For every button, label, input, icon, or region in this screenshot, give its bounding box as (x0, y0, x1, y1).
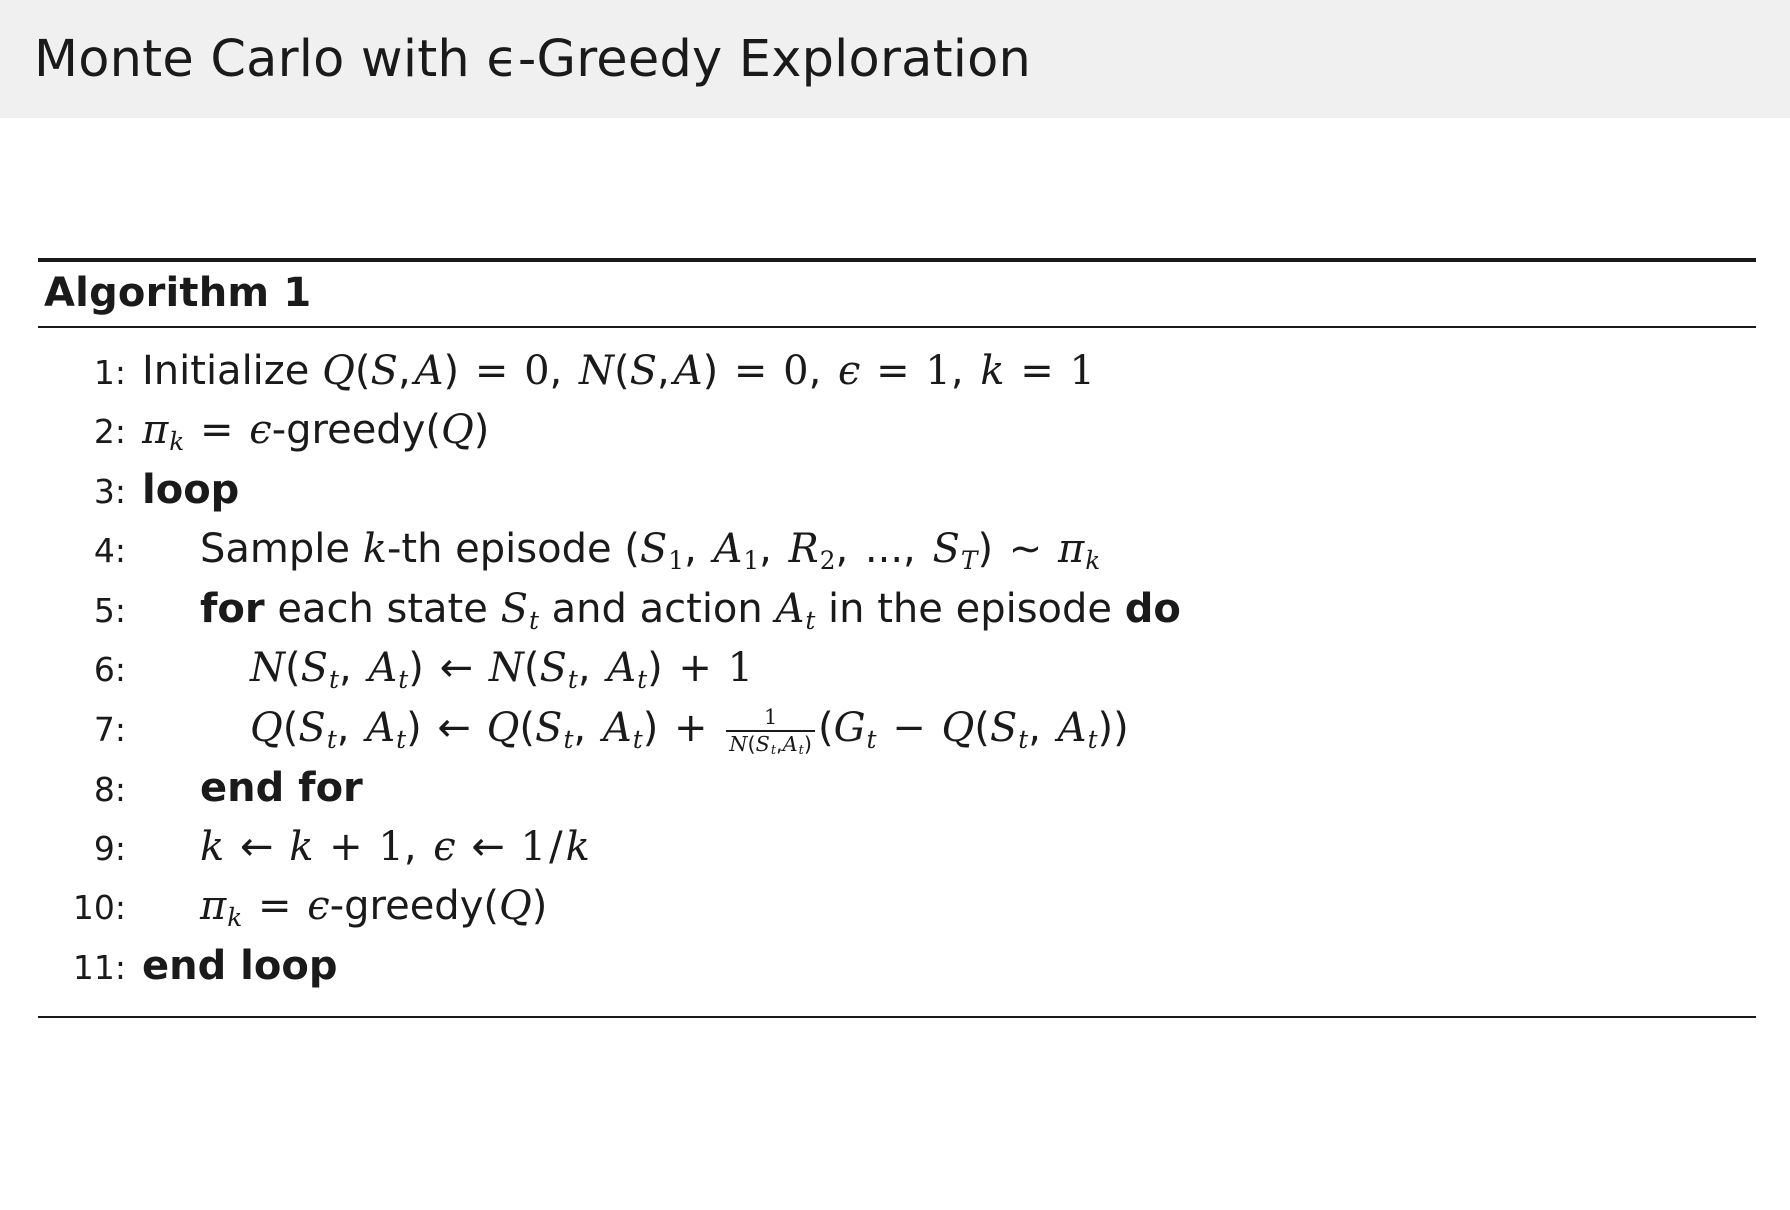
line-content: Sample k-th episode ($S_1$, $A_1$, $R_2$, ..., $S_T$) ∼ $\pi_k$ (200, 526, 1101, 575)
algorithm-bottom-rule (38, 1016, 1756, 1018)
algorithm-line (38, 520, 1756, 580)
line-number: 6: (93, 650, 126, 690)
keyword-do: do (1124, 585, 1181, 632)
keyword-loop: loop (142, 466, 240, 513)
algorithm-line (38, 342, 1756, 401)
keyword-greedy: -greedy (329, 882, 484, 929)
algorithm-line (38, 639, 1756, 699)
fraction: $\frac{1}{N(S_t,A_t)}$ (726, 707, 815, 758)
page-title: Monte Carlo with ϵ-Greedy Exploration (34, 29, 1032, 89)
algorithm-lines (38, 328, 1756, 1016)
keyword-for: for (200, 585, 265, 632)
line-content: $\pi_k$ = ϵ-greedy(Q) (200, 882, 548, 932)
line-content: $\pi_k$ = ϵ-greedy(Q) (142, 407, 490, 457)
algorithm-block (38, 258, 1756, 1018)
algorithm-line (38, 580, 1756, 640)
line-number: 8: (93, 769, 126, 809)
line-content: $Q(S_t$, $A_t$) ← $Q(S_t$, $A_t$) + $\frac{1}{N(S_t,A_t)}$ ($G_t - Q(S_t$, $A_t$)) (250, 704, 1129, 759)
text-and-action: and action (551, 585, 763, 632)
algorithm-line (38, 937, 1756, 996)
text-in-the-episode: in the episode (828, 585, 1113, 632)
line-number: 9: (93, 828, 126, 868)
text-each-state: each state (277, 585, 488, 632)
algorithm-line (38, 759, 1756, 818)
algorithm-line (38, 877, 1756, 937)
line-content: for each state $S_t$ and action $A_t$ in the episode do (200, 585, 1181, 635)
algorithm-line (38, 401, 1756, 461)
line-number: 4: (93, 531, 126, 570)
algorithm-line (38, 461, 1756, 520)
line-number: 3: (93, 471, 126, 511)
keyword-initialize: Initialize (142, 348, 310, 394)
keyword-th-episode: -th episode (386, 526, 612, 572)
line-number: 2: (93, 412, 126, 452)
line-number: 7: (93, 709, 126, 749)
line-content: k ← k + 1, ϵ ← 1/k (200, 823, 590, 870)
line-content: $N(S_t$, $A_t$) ← $N(S_t$, $A_t) + 1$ (250, 645, 754, 695)
algorithm-line (38, 699, 1756, 759)
keyword-sample: Sample (200, 526, 350, 572)
keyword-end-for: end for (200, 764, 363, 811)
line-number: 11: (72, 947, 126, 987)
algorithm-heading: Algorithm 1 (44, 270, 312, 316)
line-number: 5: (93, 590, 126, 630)
line-content: Initialize Q(S, A) = 0, N(S, A) = 0, ϵ = 1, k = 1 (142, 348, 1095, 394)
line-number: 10: (72, 887, 126, 927)
title-bar (0, 0, 1790, 118)
line-number: 1: (93, 353, 126, 392)
keyword-greedy: -greedy (271, 407, 426, 454)
algorithm-line (38, 818, 1756, 877)
keyword-end-loop: end loop (142, 942, 338, 989)
